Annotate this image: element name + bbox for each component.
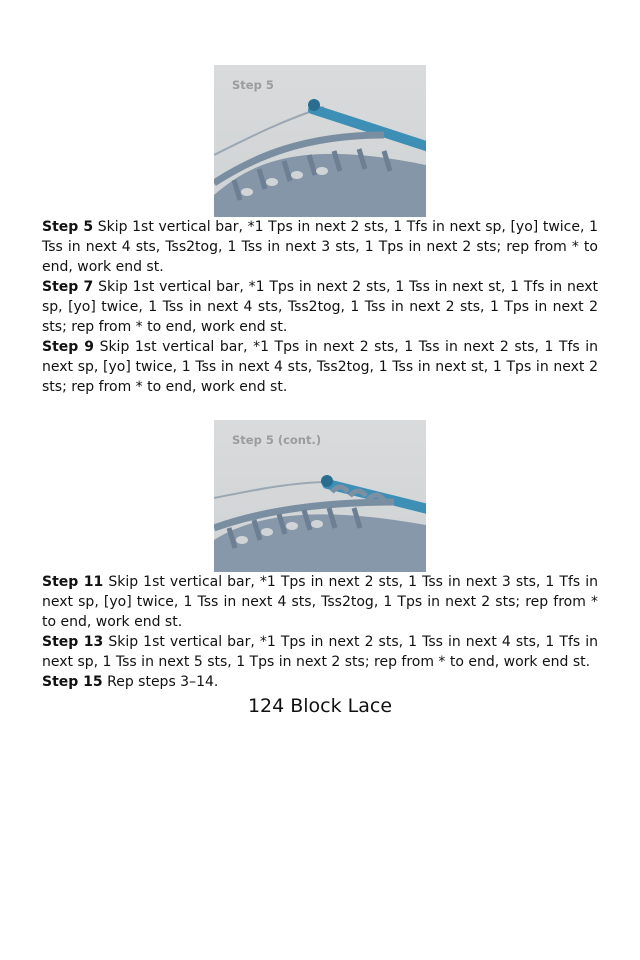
crochet-hook-illustration: [214, 65, 426, 217]
step-label: Step 5: [42, 219, 94, 235]
step-text: Skip 1st vertical bar, *1 Tps in next 2 sts, 1 Tss in next 2 sts, 1 Tfs in next sp, [yo] twice, 1 Tss in next 4 sts, Tss2tog, 1 Tss in next st, 1 Tps in next 2 sts; rep from * to end, work end st.: [42, 339, 598, 395]
photo-caption: Step 5 (cont.): [232, 433, 322, 447]
step-7-paragraph: [42, 277, 598, 337]
instructions-group-2: [42, 572, 598, 692]
step-15-paragraph: [42, 672, 598, 692]
step-13-paragraph: [42, 632, 598, 672]
step-9-paragraph: [42, 337, 598, 397]
step-5-photo: [214, 65, 426, 217]
step-text: Rep steps 3–14.: [102, 674, 219, 690]
step-text: Skip 1st vertical bar, *1 Tps in next 2 sts, 1 Tss in next 3 sts, 1 Tfs in next sp, [yo] twice, 1 Tss in next 4 sts, Tss2tog, 1 Tps in next 2 sts; rep from * to end, work end st.: [42, 574, 598, 630]
step-5-paragraph: [42, 217, 598, 277]
step-label: Step 9: [42, 339, 95, 355]
page-footer: 124 Block Lace: [247, 695, 393, 717]
photo-caption: Step 5: [232, 78, 274, 92]
instructions-group-1: [42, 217, 598, 397]
step-text: Skip 1st vertical bar, *1 Tps in next 2 sts, 1 Tss in next st, 1 Tfs in next sp, [yo] twice, 1 Tss in next 4 sts, Tss2tog, 1 Tss in next 2 sts, 1 Tps in next 2 sts; rep from * to end, work end st.: [42, 279, 598, 335]
step-label: Step 15: [42, 674, 103, 690]
step-text: Skip 1st vertical bar, *1 Tps in next 2 sts, 1 Tfs in next sp, [yo] twice, 1 Tss in next 4 sts, Tss2tog, 1 Tss in next 3 sts, 1 Tps in next 2 sts; rep from * to end, work end st.: [42, 219, 598, 275]
step-11-paragraph: [42, 572, 598, 632]
step-label: Step 11: [42, 574, 104, 590]
crochet-hook-illustration: [214, 420, 426, 572]
step-text: Skip 1st vertical bar, *1 Tps in next 2 sts, 1 Tss in next 4 sts, 1 Tfs in next sp, 1 Tss in next 5 sts, 1 Tps in next 2 sts; rep from * to end, work end st.: [42, 634, 598, 670]
step-label: Step 7: [42, 279, 94, 295]
step-label: Step 13: [42, 634, 104, 650]
step-5-cont-photo: [214, 420, 426, 572]
